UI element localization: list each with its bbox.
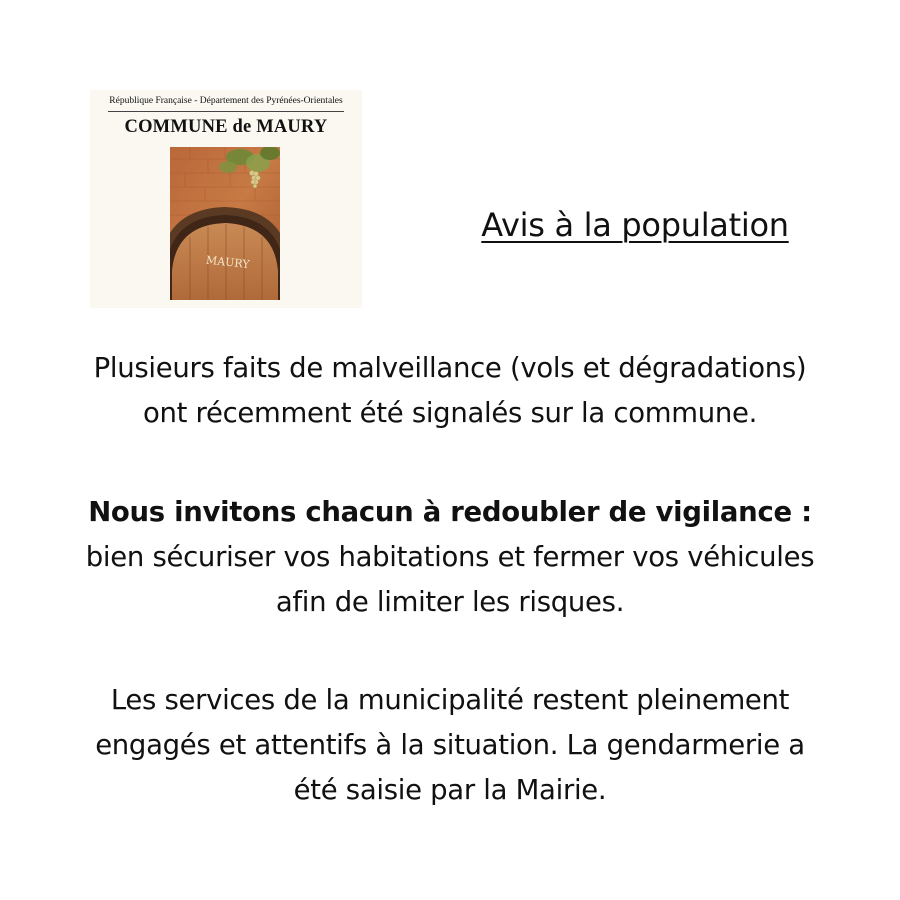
paragraph-municipality [0, 678, 900, 813]
logo-painting-cellar-door [170, 147, 280, 300]
text-line: Plusieurs faits de malveillance (vols et dégradations) [93, 352, 807, 384]
logo-painted-word: MAURY [205, 253, 251, 272]
logo-divider [108, 111, 344, 112]
commune-logo [90, 90, 362, 308]
paragraph-vigilance [0, 490, 900, 625]
paragraph-incidents [0, 346, 900, 436]
logo-commune-name: COMMUNE de MAURY [124, 117, 328, 137]
text-line: bien sécuriser vos habitations et fermer vos véhicules [85, 541, 815, 573]
vigilance-heading: Nous invitons chacun à redoubler de vigilance : [88, 496, 812, 528]
text-line: été saisie par la Mairie. [293, 774, 607, 806]
text-line: ont récemment été signalés sur la commune. [142, 397, 758, 429]
page-title: Avis à la population [481, 206, 789, 244]
logo-republic-line: République Française - Département des Pyrénées-Orientales [109, 96, 343, 106]
text-line: Les services de la municipalité restent pleinement [110, 684, 790, 716]
text-line: afin de limiter les risques. [275, 586, 625, 618]
text-line: engagés et attentifs à la situation. La gendarmerie a [95, 729, 805, 761]
